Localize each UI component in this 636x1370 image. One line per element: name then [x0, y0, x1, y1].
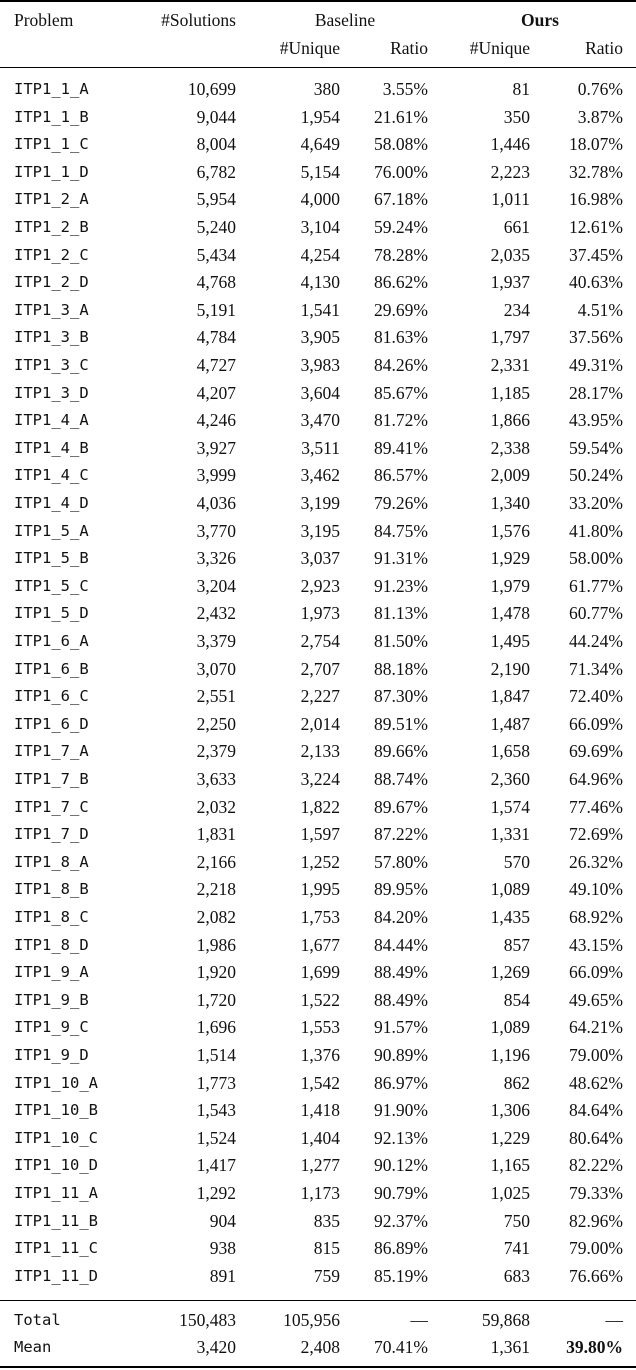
cell-problem: ITP1_11_B — [14, 1211, 98, 1230]
cell-problem: ITP1_7_A — [14, 742, 89, 761]
cell-baseline-unique: 1,553 — [300, 1017, 340, 1038]
cell-ours-ratio: 3.87% — [577, 106, 623, 127]
cell-problem: ITP1_9_A — [14, 963, 89, 982]
cell-ours-ratio: 84.64% — [569, 1100, 623, 1121]
cell-ours-unique: 1,658 — [490, 741, 530, 762]
cell-baseline-ratio: 81.50% — [374, 631, 428, 651]
cell-ours-ratio: 43.95% — [569, 410, 623, 431]
cell-baseline-unique: 3,462 — [300, 465, 340, 486]
cell-ours-ratio: 72.69% — [569, 824, 623, 845]
cell-baseline-unique: 1,277 — [300, 1155, 340, 1176]
cell-problem: ITP1_6_B — [14, 659, 89, 678]
cell-ours-ratio: 69.69% — [569, 741, 623, 762]
cell-problem: ITP1_4_A — [14, 411, 89, 430]
cell-baseline-ratio: 67.18% — [374, 189, 428, 210]
cell-baseline-ratio: 86.57% — [374, 465, 428, 486]
cell-ours-unique: 862 — [503, 1072, 530, 1093]
cell-baseline-unique: 835 — [313, 1210, 340, 1231]
cell-ours-unique: 1,165 — [490, 1155, 530, 1176]
cell-problem: ITP1_9_D — [14, 1046, 89, 1064]
cell-problem: ITP1_8_D — [14, 935, 89, 954]
cell-solutions: 9,044 — [196, 106, 236, 127]
cell-baseline-ratio: 84.75% — [374, 520, 428, 541]
cell-baseline-ratio: 76.00% — [374, 161, 428, 182]
cell-ours-ratio: 59.54% — [569, 437, 623, 458]
cell-baseline-ratio: 92.37% — [374, 1210, 428, 1231]
cell-baseline-unique: 3,037 — [300, 548, 340, 569]
cell-ours-unique: 661 — [503, 217, 530, 237]
cell-problem: ITP1_8_B — [14, 880, 89, 899]
cell-ours-unique: 2,338 — [490, 437, 530, 458]
cell-solutions: 2,379 — [196, 741, 236, 762]
cell-ours-unique: 1,361 — [490, 1337, 530, 1357]
cell-solutions: 2,551 — [196, 686, 236, 707]
cell-baseline-ratio: 90.79% — [374, 1183, 428, 1203]
header-problem: Problem — [14, 10, 74, 30]
cell-ours-ratio: 16.98% — [569, 189, 623, 210]
cell-problem: ITP1_4_C — [14, 466, 89, 485]
header-ours-unique: #Unique — [469, 38, 530, 58]
cell-baseline-ratio: 92.13% — [374, 1127, 428, 1148]
cell-ours-ratio: 49.10% — [569, 879, 623, 900]
cell-ours-ratio: 49.31% — [569, 355, 623, 375]
cell-solutions: 3,999 — [196, 465, 236, 486]
cell-ours-ratio: 50.24% — [569, 465, 623, 486]
cell-ours-ratio: 48.62% — [569, 1072, 623, 1093]
cell-ours-unique: 1,866 — [490, 410, 530, 431]
cell-ours-unique: 2,223 — [490, 161, 530, 182]
cell-baseline-ratio: 89.95% — [374, 879, 428, 900]
cell-ours-unique: 1,340 — [490, 493, 530, 513]
cell-ours-unique: 1,089 — [490, 1017, 530, 1038]
cell-ours-unique: 1,574 — [490, 796, 530, 817]
cell-problem: ITP1_3_B — [14, 328, 89, 347]
cell-ours-ratio: 33.20% — [569, 493, 623, 513]
cell-baseline-unique: 1,677 — [300, 934, 340, 955]
cell-baseline-unique: 1,954 — [300, 106, 340, 127]
cell-ours-ratio: — — [605, 1310, 623, 1330]
cell-ours-unique: 81 — [512, 79, 530, 99]
cell-ours-ratio: 71.34% — [569, 658, 623, 679]
cell-baseline-ratio: 89.51% — [374, 713, 428, 734]
cell-solutions: 3,070 — [196, 658, 236, 679]
cell-ours-unique: 234 — [503, 299, 530, 320]
cell-problem: ITP1_6_A — [14, 632, 89, 650]
cell-problem: ITP1_10_C — [14, 1128, 98, 1147]
cell-solutions: 2,432 — [196, 603, 236, 624]
cell-baseline-unique: 1,973 — [300, 603, 340, 624]
cell-problem: ITP1_5_C — [14, 576, 89, 595]
cell-ours-ratio: 72.40% — [569, 686, 623, 707]
cell-ours-unique: 683 — [503, 1265, 530, 1286]
cell-ours-ratio: 77.46% — [569, 796, 623, 817]
cell-solutions: 5,434 — [196, 244, 236, 265]
cell-problem: ITP1_10_D — [14, 1156, 98, 1175]
cell-ours-unique: 1,435 — [490, 907, 530, 927]
cell-solutions: 10,699 — [187, 79, 236, 99]
cell-problem: ITP1_1_D — [14, 162, 89, 181]
cell-baseline-ratio: 89.66% — [374, 741, 428, 762]
cell-baseline-unique: 1,252 — [300, 851, 340, 872]
cell-baseline-ratio: 29.69% — [374, 299, 428, 320]
cell-solutions: 1,292 — [196, 1183, 236, 1203]
cell-ours-unique: 2,190 — [490, 658, 530, 679]
cell-ours-unique: 750 — [503, 1210, 530, 1231]
cell-baseline-ratio: 90.89% — [374, 1045, 428, 1065]
cell-ours-unique: 1,979 — [490, 575, 530, 596]
cell-baseline-ratio: 86.97% — [374, 1072, 428, 1093]
cell-ours-unique: 2,035 — [490, 244, 530, 265]
cell-solutions: 1,920 — [196, 962, 236, 983]
cell-ours-unique: 1,011 — [491, 189, 530, 210]
cell-baseline-ratio: 85.19% — [374, 1265, 428, 1286]
cell-solutions: 3,927 — [196, 437, 236, 458]
cell-baseline-ratio: 88.74% — [374, 769, 428, 789]
cell-baseline-unique: 1,542 — [300, 1072, 340, 1093]
cell-problem: ITP1_5_A — [14, 521, 89, 540]
cell-ours-ratio: 66.09% — [569, 713, 623, 734]
cell-ours-unique: 2,331 — [490, 355, 530, 375]
cell-solutions: 1,720 — [196, 989, 236, 1010]
cell-ours-unique: 1,229 — [490, 1127, 530, 1148]
cell-problem: ITP1_6_D — [14, 714, 89, 733]
cell-ours-unique: 1,446 — [490, 134, 530, 155]
cell-baseline-unique: 380 — [313, 79, 340, 99]
cell-problem: ITP1_2_C — [14, 245, 89, 264]
cell-baseline-unique: 2,227 — [300, 686, 340, 707]
cell-baseline-ratio: 88.49% — [374, 989, 428, 1010]
cell-problem: ITP1_2_D — [14, 273, 89, 292]
cell-ours-ratio: 58.00% — [569, 548, 623, 569]
cell-solutions: 1,514 — [196, 1045, 236, 1065]
cell-solutions: 1,986 — [196, 934, 236, 955]
cell-ours-ratio: 44.24% — [569, 631, 623, 651]
cell-baseline-ratio: 21.61% — [374, 106, 428, 127]
header-baseline: Baseline — [314, 10, 376, 30]
cell-ours-ratio: 37.45% — [569, 244, 623, 265]
cell-solutions: 8,004 — [196, 134, 236, 155]
cell-ours-ratio: 4.51% — [577, 299, 623, 320]
cell-solutions: 6,782 — [196, 161, 236, 182]
cell-ours-unique: 1,196 — [490, 1045, 530, 1065]
cell-baseline-ratio: 3.55% — [382, 79, 428, 99]
cell-problem: ITP1_7_D — [14, 825, 89, 844]
cell-baseline-ratio: 70.41% — [374, 1337, 428, 1357]
cell-baseline-unique: 2,754 — [300, 631, 340, 651]
cell-ours-unique: 1,185 — [490, 382, 530, 403]
cell-baseline-ratio: 84.44% — [374, 934, 428, 955]
cell-baseline-unique: 3,604 — [300, 382, 340, 403]
cell-ours-unique: 741 — [503, 1238, 530, 1259]
cell-solutions: 3,420 — [196, 1337, 236, 1357]
cell-ours-unique: 1,269 — [490, 962, 530, 983]
cell-baseline-ratio: 91.90% — [374, 1100, 428, 1121]
cell-problem: Total — [14, 1311, 61, 1329]
cell-solutions: 1,831 — [196, 824, 236, 845]
cell-ours-unique: 1,929 — [490, 548, 530, 569]
cell-baseline-unique: 1,541 — [300, 299, 340, 320]
cell-baseline-unique: 1,995 — [300, 879, 340, 900]
cell-solutions: 2,032 — [196, 796, 236, 817]
header-ours-ratio: Ratio — [585, 38, 623, 58]
cell-ours-ratio: 76.66% — [569, 1265, 623, 1286]
cell-solutions: 3,204 — [196, 575, 236, 596]
cell-solutions: 150,483 — [179, 1310, 236, 1330]
cell-baseline-unique: 105,956 — [283, 1310, 340, 1330]
cell-solutions: 2,250 — [196, 713, 236, 734]
cell-solutions: 1,524 — [196, 1127, 236, 1148]
cell-baseline-ratio: 57.80% — [374, 851, 428, 872]
cell-ours-unique: 1,331 — [490, 824, 530, 845]
top-rule — [0, 0, 636, 2]
header-ours: Ours — [521, 10, 559, 30]
cell-solutions: 904 — [209, 1210, 236, 1231]
cell-ours-ratio: 61.77% — [569, 575, 623, 596]
header-rule — [0, 67, 636, 68]
cell-ours-ratio: 41.80% — [569, 520, 623, 541]
cell-problem: ITP1_10_B — [14, 1101, 98, 1120]
cell-ours-ratio: 66.09% — [569, 962, 623, 983]
cell-baseline-unique: 815 — [313, 1238, 340, 1259]
cell-solutions: 4,036 — [196, 493, 236, 513]
cell-ours-unique: 1,487 — [490, 713, 530, 734]
cell-baseline-unique: 759 — [313, 1265, 340, 1286]
cell-ours-ratio: 60.77% — [569, 603, 623, 624]
cell-problem: ITP1_7_B — [14, 770, 89, 788]
cell-baseline-ratio: 58.08% — [374, 134, 428, 155]
cell-baseline-unique: 3,905 — [300, 327, 340, 348]
cell-problem: ITP1_1_B — [14, 107, 89, 126]
cell-ours-unique: 1,576 — [490, 520, 530, 541]
cell-baseline-unique: 2,408 — [300, 1337, 340, 1357]
cell-ours-ratio: 37.56% — [569, 327, 623, 348]
cell-ours-unique: 59,868 — [481, 1310, 530, 1330]
cell-baseline-ratio: 86.62% — [374, 272, 428, 293]
cell-baseline-ratio: 81.63% — [374, 327, 428, 348]
cell-baseline-ratio: 87.30% — [374, 686, 428, 707]
cell-baseline-ratio: 86.89% — [374, 1238, 428, 1259]
cell-baseline-ratio: 89.41% — [374, 437, 428, 458]
cell-solutions: 3,633 — [196, 769, 236, 789]
cell-baseline-ratio: — — [410, 1310, 428, 1330]
cell-solutions: 1,696 — [196, 1017, 236, 1038]
cell-problem: ITP1_11_C — [14, 1239, 98, 1258]
header-baseline-unique: #Unique — [279, 38, 340, 58]
cell-ours-ratio: 26.32% — [569, 851, 623, 872]
cell-baseline-unique: 2,014 — [300, 713, 340, 734]
cell-baseline-ratio: 89.67% — [374, 796, 428, 817]
cell-baseline-ratio: 90.12% — [374, 1155, 428, 1176]
cell-ours-ratio: 79.00% — [569, 1045, 623, 1065]
cell-solutions: 1,773 — [196, 1072, 236, 1093]
cell-baseline-unique: 2,923 — [300, 575, 340, 596]
cell-solutions: 5,191 — [196, 299, 236, 320]
cell-problem: ITP1_9_C — [14, 1018, 89, 1037]
cell-ours-ratio: 28.17% — [569, 382, 623, 403]
cell-ours-ratio: 80.64% — [569, 1127, 623, 1148]
cell-baseline-unique: 1,522 — [300, 989, 340, 1010]
cell-solutions: 4,246 — [196, 410, 236, 431]
cell-baseline-unique: 1,404 — [300, 1127, 340, 1148]
cell-solutions: 891 — [209, 1265, 236, 1286]
cell-ours-unique: 1,797 — [490, 327, 530, 348]
cell-baseline-unique: 2,133 — [300, 741, 340, 762]
summary-rule — [0, 1300, 636, 1301]
cell-baseline-ratio: 59.24% — [374, 217, 428, 237]
cell-problem: ITP1_7_C — [14, 797, 89, 816]
cell-ours-unique: 2,360 — [490, 769, 530, 789]
cell-baseline-unique: 2,707 — [300, 658, 340, 679]
cell-ours-ratio: 82.22% — [569, 1155, 623, 1176]
cell-baseline-unique: 3,470 — [300, 410, 340, 431]
cell-problem: ITP1_11_A — [14, 1184, 98, 1202]
cell-solutions: 4,784 — [196, 327, 236, 348]
cell-baseline-ratio: 91.57% — [374, 1017, 428, 1038]
cell-problem: ITP1_1_A — [14, 80, 89, 98]
cell-ours-unique: 857 — [503, 934, 530, 955]
cell-ours-ratio: 79.00% — [569, 1238, 623, 1259]
cell-problem: ITP1_9_B — [14, 990, 89, 1009]
cell-problem: ITP1_5_D — [14, 604, 89, 623]
cell-ours-ratio: 43.15% — [569, 934, 623, 955]
header-baseline-ratio: Ratio — [390, 38, 428, 58]
cell-solutions: 4,207 — [196, 382, 236, 403]
cell-baseline-ratio: 81.13% — [374, 603, 428, 624]
cell-problem: ITP1_11_D — [14, 1266, 98, 1285]
cell-baseline-ratio: 78.28% — [374, 244, 428, 265]
cell-baseline-unique: 5,154 — [300, 161, 340, 182]
cell-problem: ITP1_5_B — [14, 549, 89, 568]
cell-baseline-unique: 3,195 — [300, 520, 340, 541]
cell-baseline-unique: 4,254 — [300, 244, 340, 265]
cell-problem: ITP1_6_C — [14, 687, 89, 706]
cell-baseline-unique: 1,822 — [300, 796, 340, 817]
cell-ours-unique: 1,847 — [490, 686, 530, 707]
cell-ours-unique: 1,478 — [490, 603, 530, 624]
cell-solutions: 1,543 — [196, 1100, 236, 1121]
cell-problem: ITP1_2_A — [14, 190, 89, 209]
cell-ours-ratio: 49.65% — [569, 989, 623, 1010]
cell-problem: ITP1_8_C — [14, 908, 89, 926]
cell-baseline-ratio: 87.22% — [374, 824, 428, 845]
cell-ours-ratio: 68.92% — [569, 907, 623, 927]
cell-baseline-unique: 3,104 — [300, 217, 340, 237]
cell-ours-unique: 1,306 — [490, 1100, 530, 1121]
cell-solutions: 4,768 — [196, 272, 236, 293]
cell-problem: ITP1_1_C — [14, 135, 89, 154]
cell-solutions: 4,727 — [196, 355, 236, 375]
cell-baseline-ratio: 85.67% — [374, 382, 428, 403]
header-solutions: #Solutions — [161, 10, 236, 30]
cell-problem: ITP1_3_C — [14, 356, 89, 374]
cell-ours-unique: 570 — [503, 851, 530, 872]
cell-baseline-ratio: 81.72% — [374, 410, 428, 431]
cell-solutions: 1,417 — [196, 1155, 236, 1176]
cell-ours-ratio: 64.96% — [569, 769, 623, 789]
cell-ours-ratio: 79.33% — [569, 1183, 623, 1203]
cell-baseline-unique: 1,699 — [300, 962, 340, 983]
cell-ours-unique: 1,025 — [490, 1183, 530, 1203]
cell-solutions: 5,240 — [196, 217, 236, 237]
cell-baseline-ratio: 88.49% — [374, 962, 428, 983]
cell-baseline-unique: 4,130 — [300, 272, 340, 293]
cell-ours-unique: 2,009 — [490, 465, 530, 486]
cell-ours-ratio: 18.07% — [569, 134, 623, 155]
cell-problem: ITP1_4_D — [14, 494, 89, 512]
cell-solutions: 3,379 — [196, 631, 236, 651]
cell-ours-ratio: 40.63% — [569, 272, 623, 293]
cell-baseline-ratio: 84.26% — [374, 355, 428, 375]
cell-baseline-ratio: 91.23% — [374, 575, 428, 596]
cell-baseline-ratio: 91.31% — [374, 548, 428, 569]
cell-baseline-ratio: 84.20% — [374, 907, 428, 927]
cell-solutions: 3,770 — [196, 520, 236, 541]
cell-solutions: 5,954 — [196, 189, 236, 210]
cell-solutions: 3,326 — [196, 548, 236, 569]
cell-ours-ratio: 12.61% — [569, 217, 623, 237]
cell-problem: Mean — [14, 1338, 52, 1356]
cell-problem: ITP1_2_B — [14, 218, 89, 236]
cell-baseline-ratio: 88.18% — [374, 658, 428, 679]
cell-solutions: 2,166 — [196, 851, 236, 872]
cell-baseline-unique: 1,418 — [300, 1100, 340, 1121]
cell-solutions: 2,082 — [196, 907, 236, 927]
cell-ours-ratio: 32.78% — [569, 161, 623, 182]
cell-baseline-unique: 1,753 — [300, 907, 340, 927]
cell-problem: ITP1_8_A — [14, 852, 89, 871]
cell-baseline-unique: 1,597 — [300, 824, 340, 845]
cell-problem: ITP1_4_B — [14, 438, 89, 457]
bottom-rule — [0, 1366, 636, 1368]
cell-ours-ratio: 0.76% — [577, 79, 623, 99]
cell-baseline-unique: 1,173 — [300, 1183, 340, 1203]
cell-baseline-unique: 3,511 — [301, 437, 340, 458]
cell-baseline-unique: 3,224 — [300, 769, 340, 789]
cell-ours-ratio: 64.21% — [569, 1017, 623, 1038]
cell-baseline-unique: 3,983 — [300, 355, 340, 375]
cell-solutions: 2,218 — [196, 879, 236, 900]
cell-solutions: 938 — [209, 1238, 236, 1259]
cell-baseline-unique: 4,649 — [300, 134, 340, 155]
cell-baseline-unique: 3,199 — [300, 493, 340, 513]
cell-baseline-unique: 4,000 — [300, 189, 340, 210]
cell-problem: ITP1_3_A — [14, 300, 89, 319]
cell-baseline-unique: 1,376 — [300, 1045, 340, 1065]
cell-baseline-ratio: 79.26% — [374, 493, 428, 513]
cell-ours-unique: 350 — [503, 106, 530, 127]
cell-problem: ITP1_3_D — [14, 383, 89, 402]
cell-ours-ratio: 39.80% — [566, 1337, 623, 1357]
cell-ours-unique: 1,089 — [490, 879, 530, 900]
cell-ours-unique: 1,495 — [490, 631, 530, 651]
cell-ours-unique: 1,937 — [490, 272, 530, 293]
cell-problem: ITP1_10_A — [14, 1073, 98, 1092]
cell-ours-ratio: 82.96% — [569, 1210, 623, 1231]
cell-ours-unique: 854 — [503, 989, 530, 1010]
